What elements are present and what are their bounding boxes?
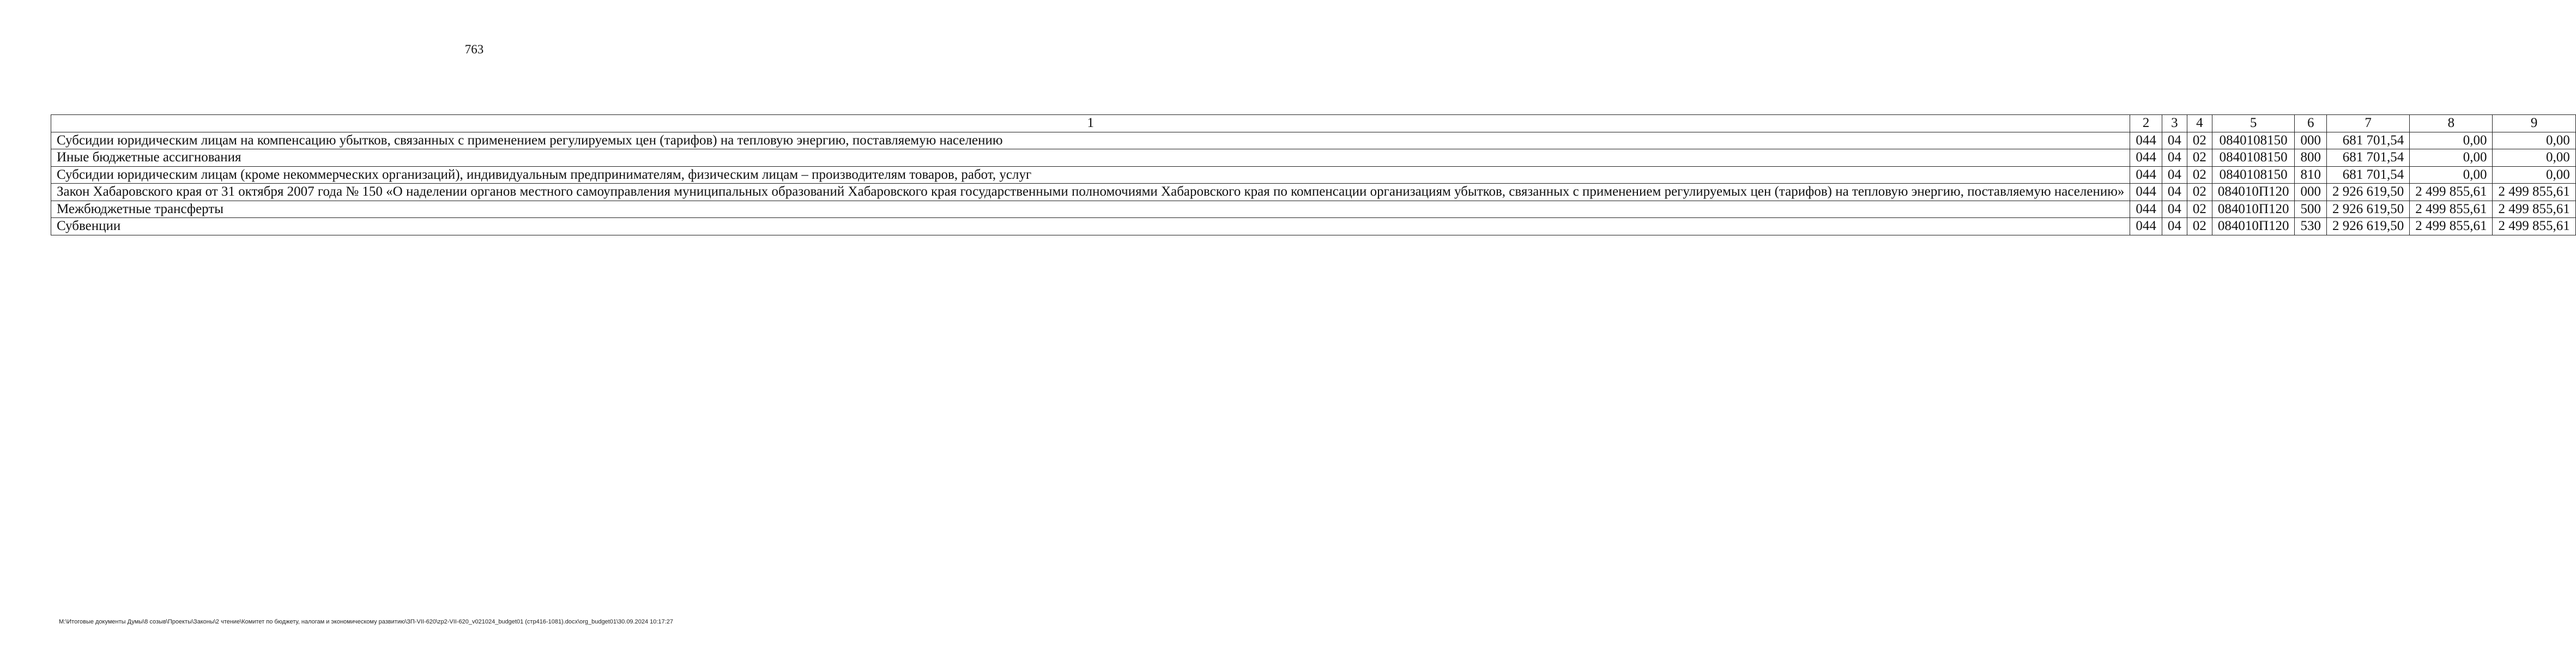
cell-section-code: 04 [2162, 184, 2187, 201]
table-row [51, 149, 2576, 167]
header-row [51, 115, 2576, 132]
cell-ministry-code: 044 [2130, 132, 2162, 149]
cell-amount-col8: 0,00 [2410, 149, 2493, 167]
document-file-path: М:\Итоговые документы Думы\8 созыв\Проекты\Законы\2 чтение\Комитет по бюджету, налогам и экономическому развитию\ЗП-VII-620\zp2-VII-620_v021024_budget01 (стр416-1081).docx\org_budget01\30.09.2024 10:17:27 [59, 619, 673, 625]
row-name: Субвенции [51, 218, 2130, 235]
cell-amount-col9: 2 499 855,61 [2493, 201, 2575, 218]
cell-amount-col9: 0,00 [2493, 149, 2575, 167]
cell-amount-col9: 0,00 [2493, 166, 2575, 184]
row-name: Субсидии юридическим лицам на компенсацию убытков, связанных с применением регулируемых цен (тарифов) на тепловую энергию, поставляемую населению [51, 132, 2130, 149]
row-name: Закон Хабаровского края от 31 октября 2007 года № 150 «О наделении органов местного самоуправления муниципальных образований Хабаровского края государственными полномочиями Хабаровского края по компенсации организациям убытков, связанных с применением регулируемых цен (тарифов) на тепловую энергию, поставляемую населению» [51, 184, 2130, 201]
table-row [51, 166, 2576, 184]
table-row [51, 132, 2576, 149]
col-header-5: 5 [2212, 115, 2295, 132]
col-header-9: 9 [2493, 115, 2575, 132]
cell-amount-col8: 2 499 855,61 [2410, 184, 2493, 201]
cell-amount-col7: 2 926 619,50 [2326, 184, 2409, 201]
cell-target-article: 0840108150 [2212, 149, 2295, 167]
cell-ministry-code: 044 [2130, 149, 2162, 167]
cell-amount-col7: 2 926 619,50 [2326, 201, 2409, 218]
cell-subsection-code: 02 [2187, 166, 2212, 184]
cell-amount-col8: 2 499 855,61 [2410, 218, 2493, 235]
col-header-6: 6 [2295, 115, 2327, 132]
table-row [51, 184, 2576, 201]
cell-subsection-code: 02 [2187, 184, 2212, 201]
cell-expense-type: 530 [2295, 218, 2327, 235]
cell-section-code: 04 [2162, 132, 2187, 149]
cell-subsection-code: 02 [2187, 132, 2212, 149]
page-number: 763 [464, 43, 484, 56]
cell-subsection-code: 02 [2187, 149, 2212, 167]
col-header-2: 2 [2130, 115, 2162, 132]
budget-table [51, 114, 2576, 235]
cell-section-code: 04 [2162, 149, 2187, 167]
cell-ministry-code: 044 [2130, 218, 2162, 235]
table-header [51, 115, 2576, 132]
cell-section-code: 04 [2162, 201, 2187, 218]
cell-amount-col8: 2 499 855,61 [2410, 201, 2493, 218]
cell-ministry-code: 044 [2130, 201, 2162, 218]
cell-subsection-code: 02 [2187, 201, 2212, 218]
cell-expense-type: 000 [2295, 132, 2327, 149]
row-name: Субсидии юридическим лицам (кроме некоммерческих организаций), индивидуальным предпринимателям, физическим лицам – производителям товаров, работ, услуг [51, 166, 2130, 184]
cell-ministry-code: 044 [2130, 184, 2162, 201]
cell-target-article: 084010П120 [2212, 184, 2295, 201]
cell-amount-col7: 681 701,54 [2326, 132, 2409, 149]
cell-amount-col8: 0,00 [2410, 132, 2493, 149]
cell-amount-col9: 2 499 855,61 [2493, 218, 2575, 235]
col-header-1: 1 [51, 115, 2130, 132]
row-name: Иные бюджетные ассигнования [51, 149, 2130, 167]
cell-target-article: 0840108150 [2212, 166, 2295, 184]
cell-section-code: 04 [2162, 218, 2187, 235]
cell-amount-col8: 0,00 [2410, 166, 2493, 184]
cell-subsection-code: 02 [2187, 218, 2212, 235]
cell-amount-col7: 2 926 619,50 [2326, 218, 2409, 235]
cell-ministry-code: 044 [2130, 166, 2162, 184]
col-header-7: 7 [2326, 115, 2409, 132]
col-header-3: 3 [2162, 115, 2187, 132]
cell-section-code: 04 [2162, 166, 2187, 184]
cell-target-article: 084010П120 [2212, 201, 2295, 218]
cell-amount-col7: 681 701,54 [2326, 149, 2409, 167]
cell-amount-col9: 0,00 [2493, 132, 2575, 149]
cell-target-article: 084010П120 [2212, 218, 2295, 235]
col-header-4: 4 [2187, 115, 2212, 132]
cell-target-article: 0840108150 [2212, 132, 2295, 149]
table-row [51, 201, 2576, 218]
cell-amount-col9: 2 499 855,61 [2493, 184, 2575, 201]
cell-expense-type: 500 [2295, 201, 2327, 218]
col-header-8: 8 [2410, 115, 2493, 132]
cell-expense-type: 000 [2295, 184, 2327, 201]
cell-expense-type: 800 [2295, 149, 2327, 167]
cell-amount-col7: 681 701,54 [2326, 166, 2409, 184]
table-row [51, 218, 2576, 235]
row-name: Межбюджетные трансферты [51, 201, 2130, 218]
table-body [51, 132, 2576, 235]
cell-expense-type: 810 [2295, 166, 2327, 184]
